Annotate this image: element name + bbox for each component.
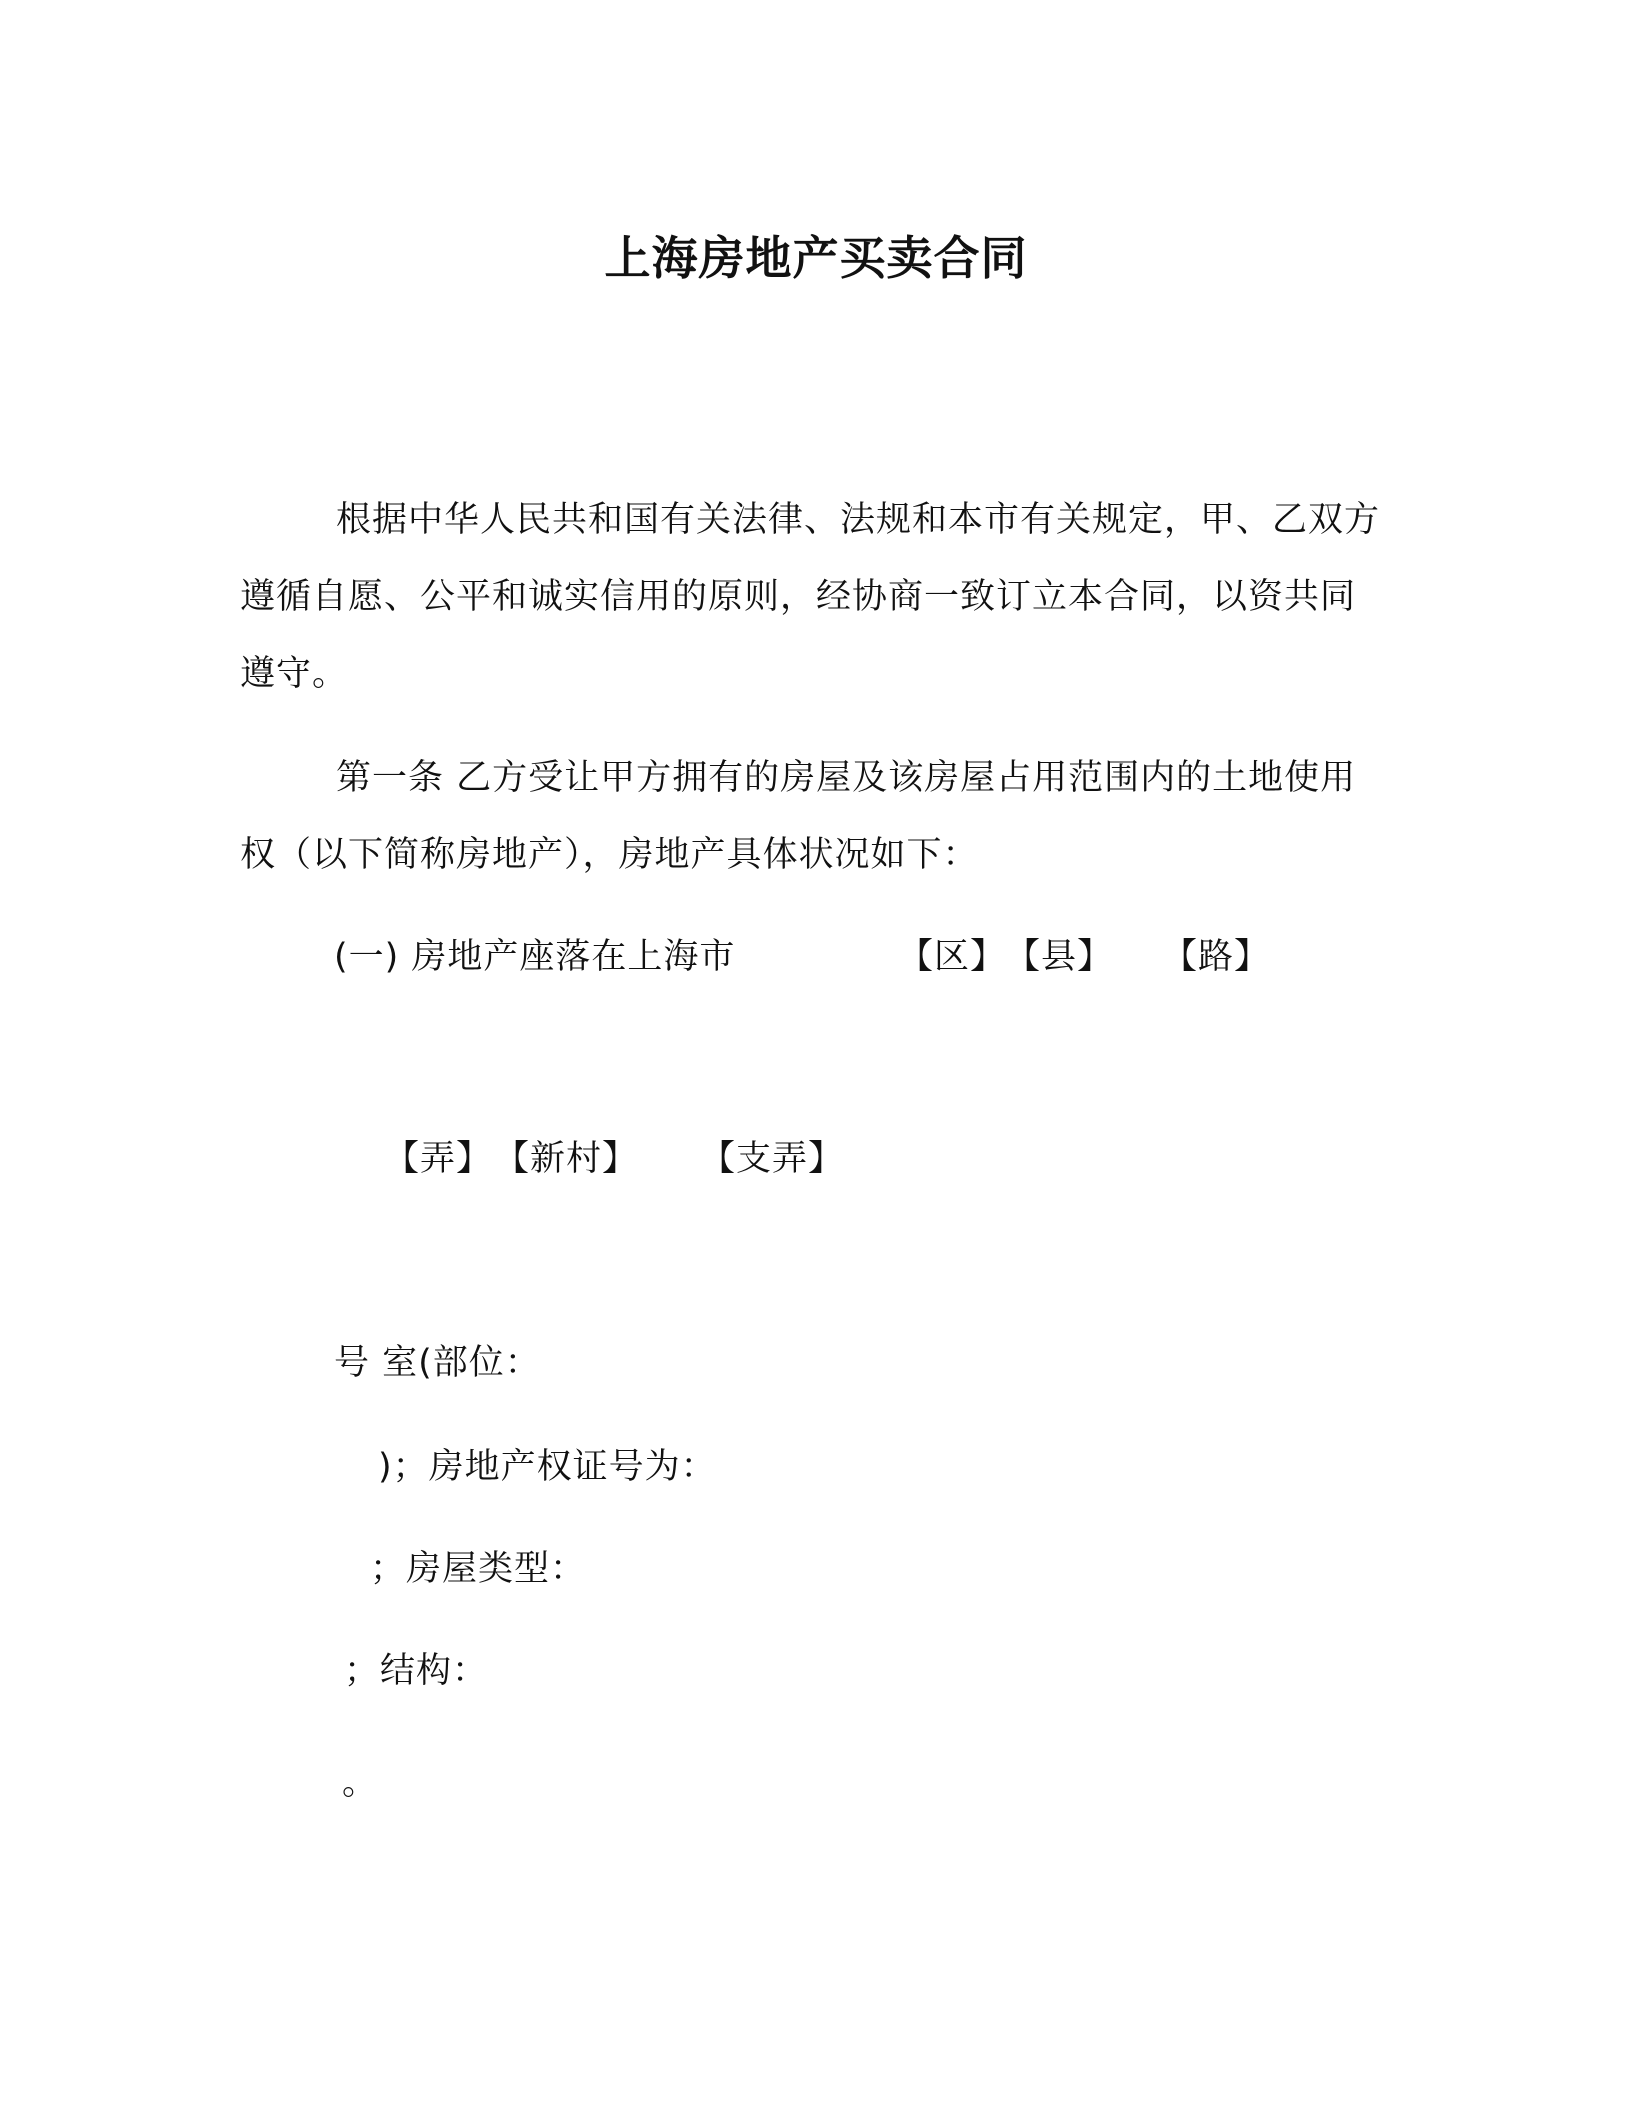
district-bracket: 【区】 xyxy=(898,937,1007,977)
branch-lane-bracket: 【支弄】 xyxy=(700,1139,845,1179)
house-type-line: ；房屋类型： xyxy=(370,1549,587,1589)
end-mark: 。 xyxy=(342,1763,379,1803)
county-bracket: 【县】 xyxy=(1005,937,1114,977)
article-1-paragraph: 第一条 乙方受让甲方拥有的房屋及该房屋占用范围内的土地使用权（以下简称房地产），房地产具体状况如下： xyxy=(240,758,1357,875)
document-title: 上海房地产买卖合同 xyxy=(604,231,1028,285)
village-bracket: 【新村】 xyxy=(494,1139,639,1179)
preamble-paragraph: 根据中华人民共和国有关法律、法规和本市有关规定，甲、乙双方遵循自愿、公平和诚实信用的原则，经协商一致订立本合同，以资共同遵守。 xyxy=(240,500,1381,694)
property-location-prefix: (一) 房地产座落在上海市 xyxy=(334,937,736,977)
certificate-line: )；房地产权证号为： xyxy=(378,1447,717,1487)
structure-line: ；结构： xyxy=(344,1651,489,1691)
lane-bracket: 【弄】 xyxy=(384,1139,493,1179)
road-bracket: 【路】 xyxy=(1162,937,1271,977)
room-line: 号 室(部位： xyxy=(334,1343,541,1383)
